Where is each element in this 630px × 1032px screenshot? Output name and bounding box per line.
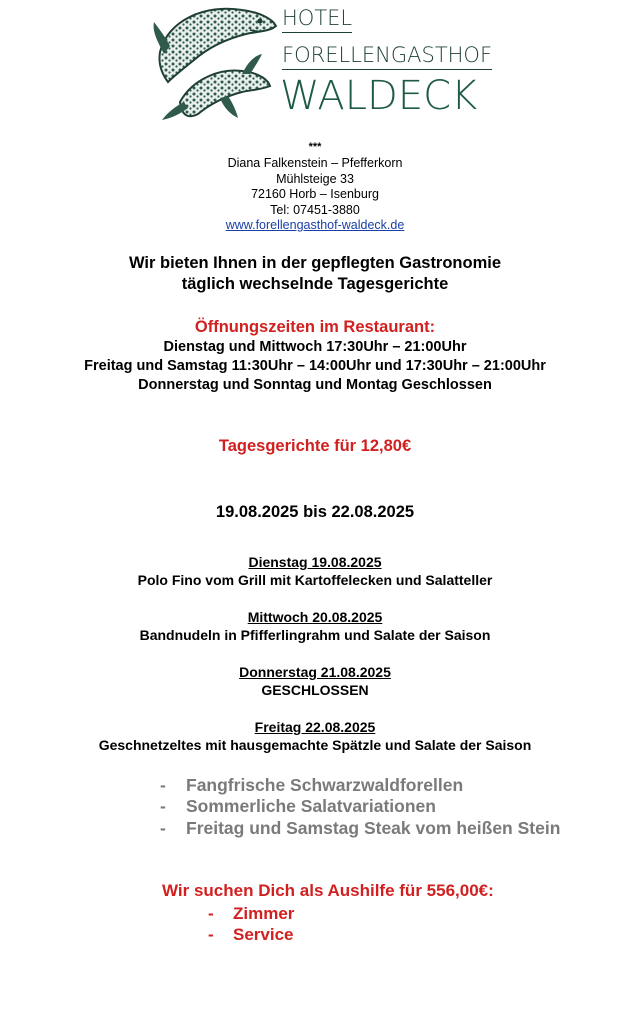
menu-day bbox=[0, 553, 630, 589]
city-address: 72160 Horb – Isenburg bbox=[251, 187, 379, 201]
logo-text-hotel: HOTEL bbox=[282, 6, 353, 30]
menu-day-heading: Donnerstag 21.08.2025 bbox=[239, 664, 391, 680]
website-link[interactable]: www.forellengasthof-waldeck.de bbox=[225, 218, 405, 232]
menu-dish: Polo Fino vom Grill mit Kartoffelecken und Salatteller bbox=[137, 572, 493, 588]
opening-hours bbox=[0, 338, 630, 395]
owner-name: Diana Falkenstein – Pfefferkorn bbox=[227, 156, 403, 170]
logo-underline bbox=[282, 69, 492, 70]
menu-dish: Geschnetzeltes mit hausgemachte Spätzle und Salate der Saison bbox=[98, 737, 532, 753]
stars-rating: *** bbox=[308, 141, 322, 153]
logo-underline bbox=[282, 32, 352, 33]
phone-number: Tel: 07451-3880 bbox=[270, 202, 360, 217]
specials-text: Fangfrische Schwarzwaldforellen bbox=[186, 775, 464, 795]
opening-hours-title: Öffnungszeiten im Restaurant: bbox=[194, 318, 436, 336]
menu-dish: Bandnudeln in Pfifferlingrahm und Salate der Saison bbox=[139, 627, 491, 643]
intro-line: täglich wechselnde Tagesgerichte bbox=[181, 275, 449, 293]
specials-text: Sommerliche Salatvariationen bbox=[186, 796, 436, 816]
hours-line: Dienstag und Mittwoch 17:30Uhr – 21:00Uhr bbox=[163, 339, 467, 355]
jobs-item bbox=[208, 903, 294, 924]
menu-dish: GESCHLOSSEN bbox=[261, 682, 369, 698]
menu-day-heading: Freitag 22.08.2025 bbox=[254, 719, 376, 735]
specials-item bbox=[160, 774, 463, 796]
street-address: Mühlsteige 33 bbox=[276, 171, 354, 186]
jobs-text: Zimmer bbox=[233, 904, 295, 923]
specials-item bbox=[160, 795, 436, 817]
list-dash: - bbox=[208, 925, 214, 944]
menu-day-heading: Dienstag 19.08.2025 bbox=[248, 554, 382, 570]
menu-day bbox=[0, 718, 630, 754]
logo-text-waldeck: WALDECK bbox=[280, 73, 478, 119]
list-dash: - bbox=[208, 904, 214, 923]
specials-text: Freitag und Samstag Steak vom heißen Stein bbox=[186, 818, 561, 838]
list-dash: - bbox=[160, 796, 166, 816]
daily-price: Tagesgerichte für 12,80€ bbox=[218, 437, 412, 455]
menu-day bbox=[0, 608, 630, 644]
address-block bbox=[0, 156, 630, 234]
intro-text bbox=[0, 253, 630, 295]
list-dash: - bbox=[160, 775, 166, 795]
menu-day-heading: Mittwoch 20.08.2025 bbox=[247, 609, 383, 625]
hours-line: Donnerstag und Sonntag und Montag Geschlossen bbox=[138, 377, 492, 393]
list-dash: - bbox=[160, 818, 166, 838]
hours-line: Freitag und Samstag 11:30Uhr – 14:00Uhr und 17:30Uhr – 21:00Uhr bbox=[84, 358, 546, 374]
jobs-text: Service bbox=[233, 925, 294, 944]
menu-period: 19.08.2025 bis 22.08.2025 bbox=[215, 503, 415, 521]
logo-text-forellengasthof: FORELLENGASTHOF bbox=[282, 43, 493, 67]
trout-fish-icon bbox=[150, 2, 278, 122]
specials-item bbox=[160, 817, 560, 839]
jobs-title: Wir suchen Dich als Aushilfe für 556,00€: bbox=[162, 881, 494, 900]
menu-day bbox=[0, 663, 630, 699]
jobs-item bbox=[208, 924, 294, 945]
intro-line: Wir bieten Ihnen in der gepflegten Gastronomie bbox=[128, 254, 502, 272]
